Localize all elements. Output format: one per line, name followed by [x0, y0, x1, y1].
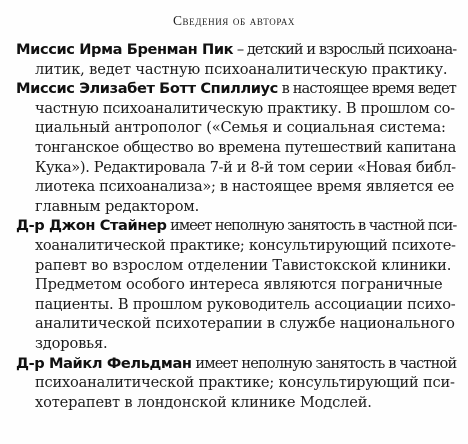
author-entry-3	[16, 216, 456, 353]
author-entry-2	[16, 79, 456, 216]
author-name: Д-р Майкл Фельдман	[16, 354, 192, 372]
section-heading: Сведения об авторах	[172, 13, 296, 28]
entry-line: хотерапевт в лондонской клинике Модслей.	[35, 393, 372, 411]
entry-line	[16, 40, 456, 60]
entry-line: Предметом особого интереса являются пограничные	[35, 276, 443, 294]
entry-line: частную психоаналитическую практику. В прошлом со-	[35, 99, 455, 117]
entry-text: имеет неполную занятость в частной пси-	[166, 217, 457, 235]
entry-line: психоаналитической практике; консультирующий пси-	[35, 374, 455, 392]
entry-line: тонганское общество во времена путешествий капитана	[35, 138, 456, 156]
author-entries	[16, 40, 456, 412]
entry-line	[16, 216, 456, 236]
author-name: Миссис Элизабет Ботт Спиллиус	[16, 80, 278, 98]
entry-line	[16, 354, 456, 374]
entry-line: рапевт во взрослом отделении Тавистокской клиники.	[35, 256, 452, 274]
author-name: Д-р Джон Стайнер	[16, 217, 167, 235]
entry-line: циальный антрополог («Семья и социальная система:	[35, 119, 446, 137]
author-entry-1	[16, 40, 456, 79]
entry-line: здоровья.	[35, 334, 108, 352]
entry-line: главным редактором.	[35, 197, 200, 215]
entry-line: литик, ведет частную психоаналитическую практику.	[35, 60, 448, 78]
author-entry-4	[16, 354, 456, 413]
entry-text: – детский и взрослый психоана-	[233, 41, 457, 58]
author-name: Миссис Ирма Бренман Пик	[16, 41, 234, 58]
entry-line: Кука»). Редактировала 7-й и 8-й том серии «Новая библ-	[35, 158, 456, 176]
entry-text: в настоящее время ведет	[277, 80, 456, 98]
entry-line: аналитической психотерапии в службе национального	[35, 315, 455, 333]
entry-line: пациенты. В прошлом руководитель ассоциации психо-	[35, 295, 456, 313]
entry-text: имеет неполную занятость в частной	[191, 354, 457, 372]
entry-line	[16, 79, 456, 99]
entry-line: лиотека психоанализа»; в настоящее время является ее	[35, 178, 454, 196]
entry-line: хоаналитической практике; консультирующий психоте-	[35, 236, 456, 254]
